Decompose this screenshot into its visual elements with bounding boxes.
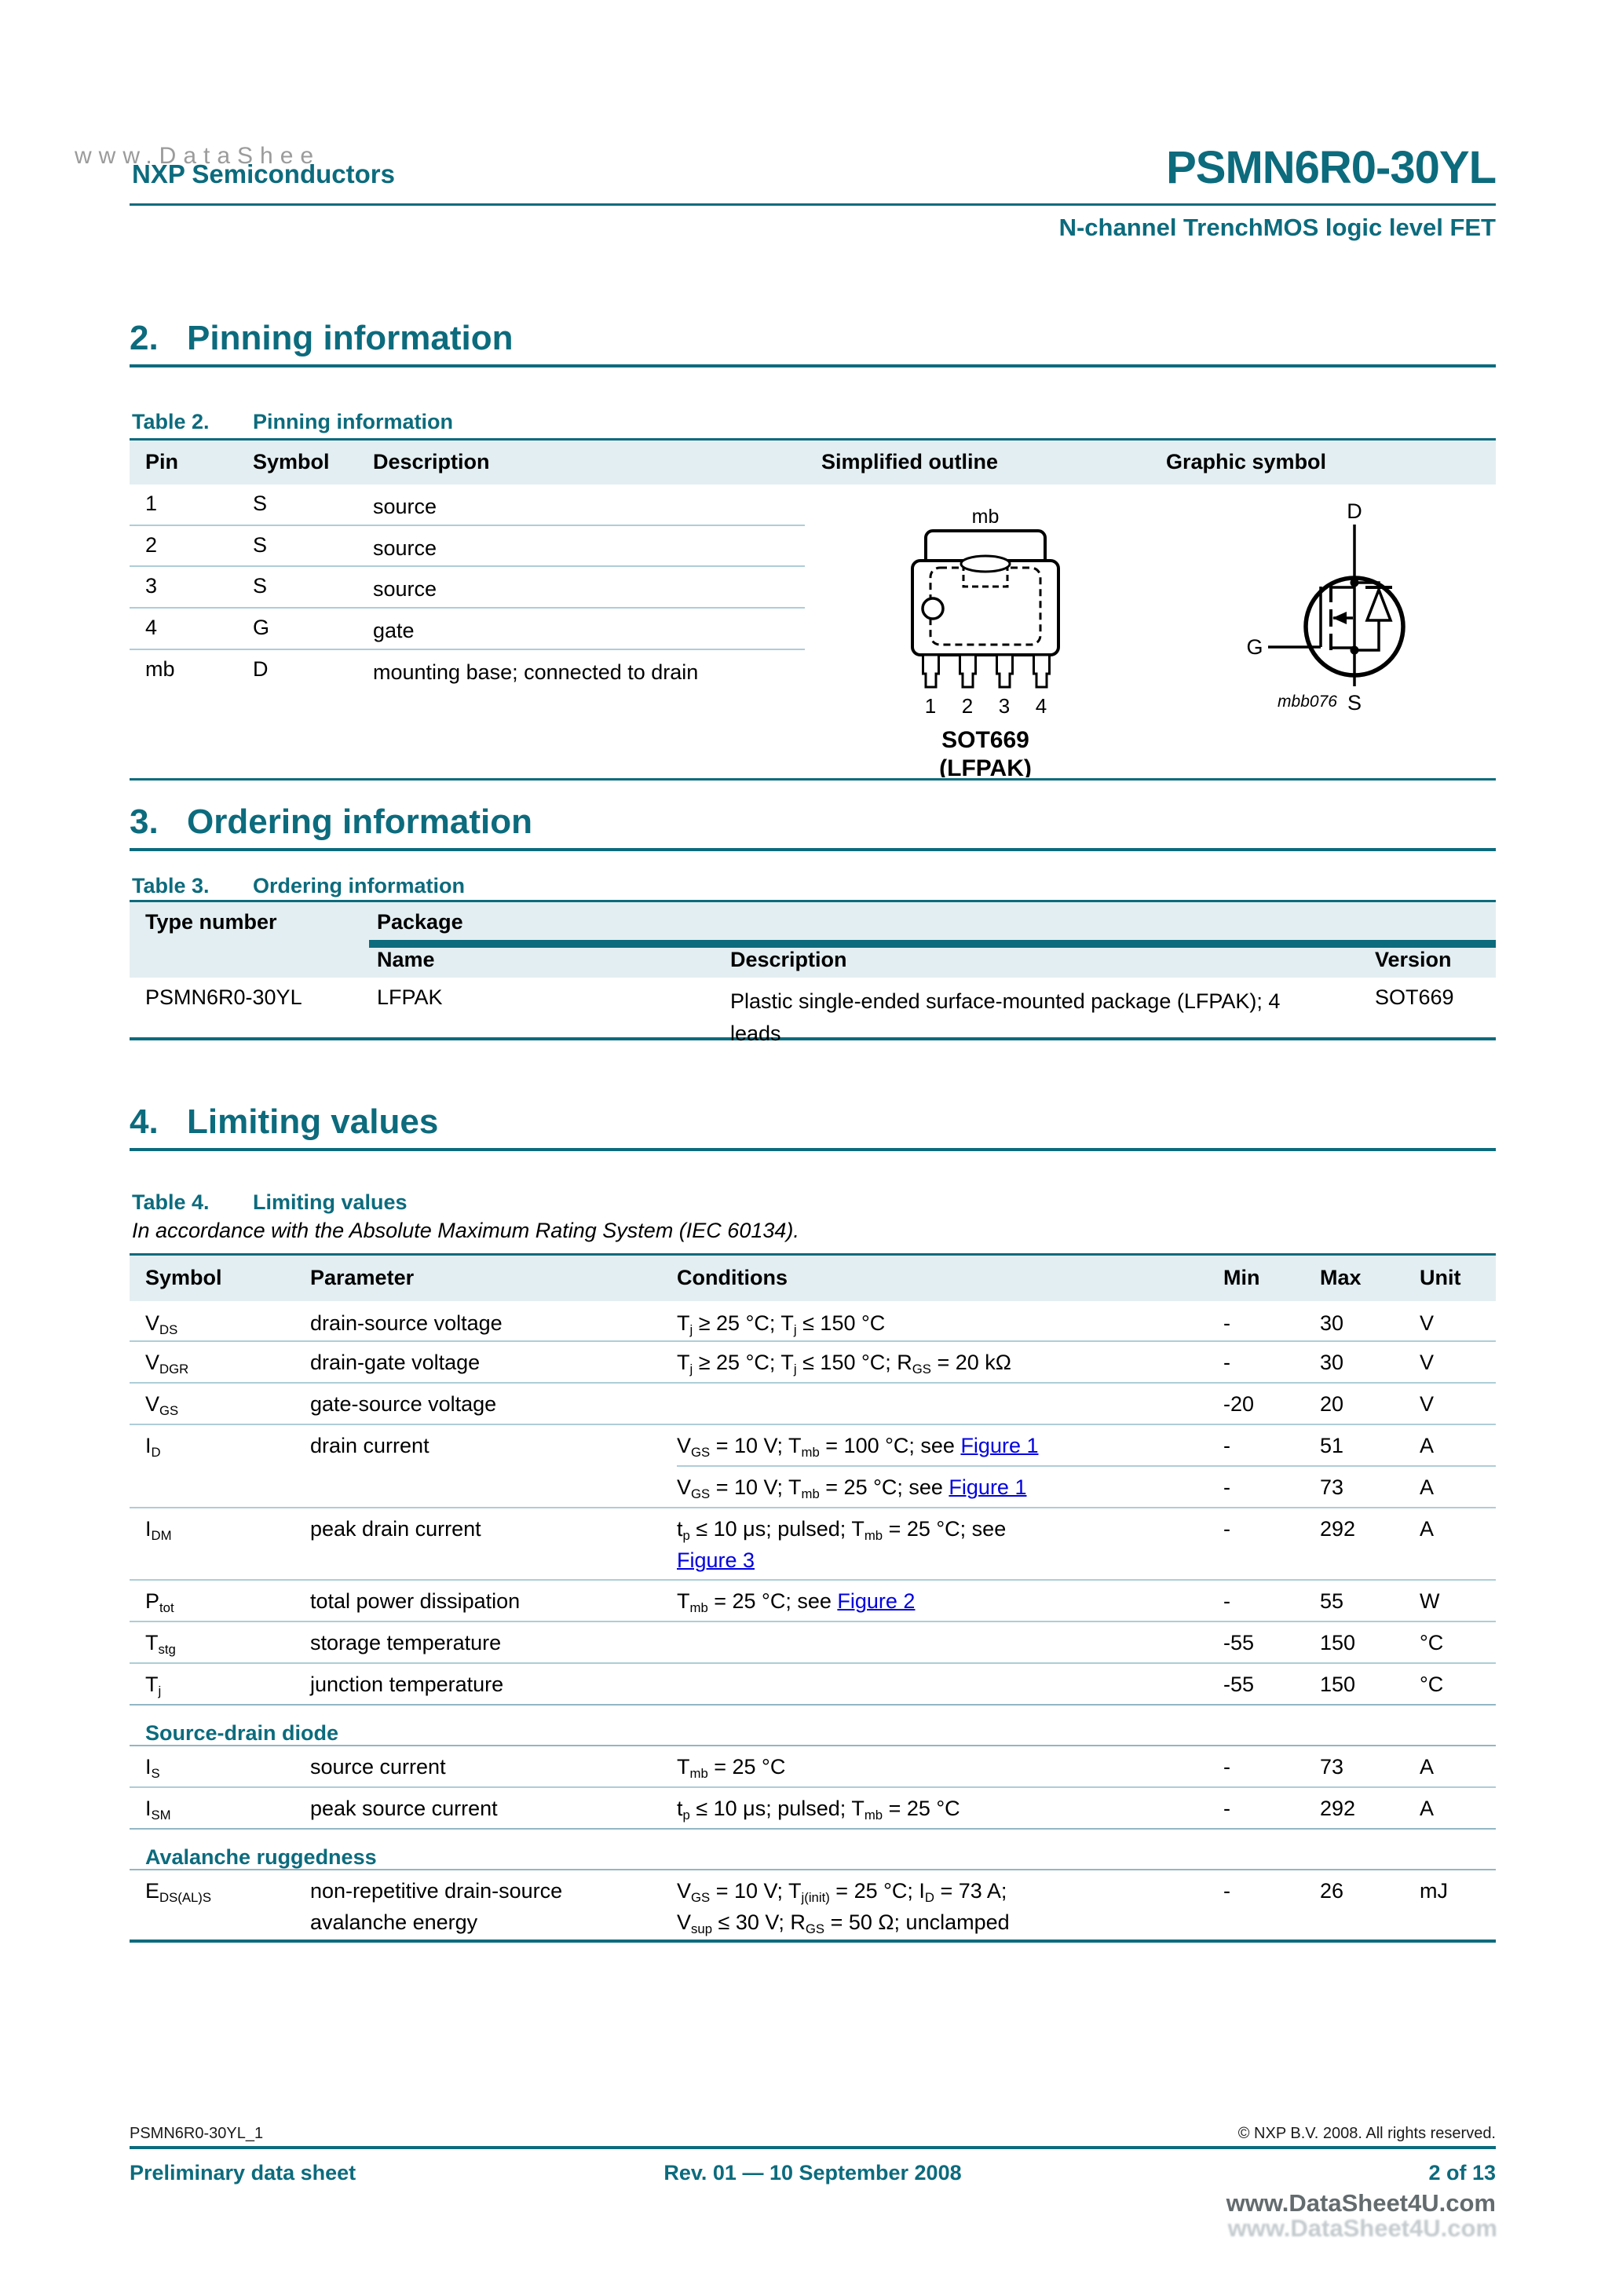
unit-cell: mJ bbox=[1420, 1879, 1448, 1903]
table4-caption bbox=[132, 1190, 408, 1215]
copyright-notice: © NXP B.V. 2008. All rights reserved. bbox=[1237, 2125, 1496, 2142]
parameter-cell: storage temperature bbox=[310, 1631, 502, 1654]
limiting-table-row bbox=[130, 1301, 1496, 1340]
table4-caption-title: Limiting values bbox=[253, 1190, 408, 1214]
min-cell: -55 bbox=[1223, 1631, 1255, 1654]
package-outline-figure bbox=[875, 503, 1095, 781]
max-cell: 150 bbox=[1320, 1631, 1356, 1654]
subscript: j(init) bbox=[801, 1890, 830, 1906]
limiting-table-row bbox=[130, 1869, 1496, 1940]
symbol-cell: Tj bbox=[145, 1673, 162, 1699]
pin-cell: 3 bbox=[145, 574, 158, 598]
unit-cell: A bbox=[1420, 1475, 1435, 1499]
pinning-table-row bbox=[130, 565, 805, 607]
subscript: tot bbox=[159, 1600, 174, 1616]
conditions-cell bbox=[677, 1662, 1223, 1704]
subscript: GS bbox=[912, 1362, 931, 1377]
col-graphic: Graphic symbol bbox=[1166, 450, 1327, 473]
section-heading-limiting bbox=[130, 1102, 438, 1142]
conditions-cell: Tj ≥ 25 °C; Tj ≤ 150 °C bbox=[677, 1311, 886, 1338]
subscript: DS(AL)S bbox=[159, 1890, 212, 1906]
symbol-cell: ID bbox=[145, 1434, 161, 1461]
subscript: mb bbox=[864, 1808, 883, 1823]
conditions-cell bbox=[677, 1382, 1223, 1424]
description-cell: gate bbox=[373, 619, 415, 642]
gate-label: G bbox=[1246, 635, 1263, 659]
parameter-cell: drain-gate voltage bbox=[310, 1351, 481, 1374]
package-alias: (LFPAK) bbox=[939, 755, 1032, 777]
unit-cell: A bbox=[1420, 1797, 1435, 1820]
pinning-table-row bbox=[130, 649, 805, 778]
min-cell: - bbox=[1223, 1351, 1230, 1374]
min-cell: - bbox=[1223, 1589, 1230, 1613]
conditions-cell: Tj ≥ 25 °C; Tj ≤ 150 °C; RGS = 20 kΩ bbox=[677, 1351, 1011, 1377]
section-title: Ordering information bbox=[187, 803, 532, 841]
parameter-cell: junction temperature bbox=[310, 1673, 504, 1696]
col-outline: Simplified outline bbox=[821, 450, 999, 473]
table-bottom-border bbox=[130, 1940, 1496, 1943]
part-number-title: PSMN6R0-30YL bbox=[1166, 142, 1496, 193]
pinning-table-row bbox=[130, 525, 805, 565]
symbol-cell: D bbox=[253, 657, 269, 681]
limiting-table-header bbox=[130, 1256, 1496, 1301]
table-bottom-border bbox=[130, 778, 1496, 781]
table3-caption bbox=[132, 874, 465, 898]
section-heading-ordering bbox=[130, 803, 532, 842]
symbol-cell: IS bbox=[145, 1755, 160, 1782]
header-rule bbox=[130, 203, 1496, 206]
parameter-cell bbox=[310, 1465, 652, 1507]
document-type: Preliminary data sheet bbox=[130, 2161, 356, 2184]
limiting-table-row bbox=[130, 1662, 1496, 1704]
col-min: Min bbox=[1223, 1266, 1260, 1289]
table-section-header bbox=[130, 1828, 1496, 1869]
min-cell: -20 bbox=[1223, 1392, 1255, 1416]
symbol-cell: Ptot bbox=[145, 1589, 174, 1616]
footer-main bbox=[130, 2161, 1496, 2185]
package-description-cell: Plastic single-ended surface-mounted package (LFPAK); 4 leads bbox=[730, 989, 1281, 1045]
pinning-table-row bbox=[130, 607, 805, 649]
min-cell: - bbox=[1223, 1797, 1230, 1820]
table-section-header bbox=[130, 1704, 1496, 1745]
section-header-label: Source-drain diode bbox=[145, 1721, 339, 1745]
conditions-cell: VGS = 10 V; Tj(init) = 25 °C; ID = 73 A; Vsup ≤ 30 V; RGS = 50 Ω; unclamped bbox=[677, 1879, 1010, 1936]
symbol-cell: VDGR bbox=[145, 1351, 189, 1377]
table2-caption-title: Pinning information bbox=[253, 410, 453, 433]
lead-number-4: 4 bbox=[1035, 694, 1047, 718]
pinning-table-row bbox=[130, 484, 805, 525]
lead-3 bbox=[997, 655, 1013, 687]
limiting-table-row bbox=[130, 1340, 1496, 1382]
min-cell: - bbox=[1223, 1434, 1230, 1457]
max-cell: 20 bbox=[1320, 1392, 1344, 1416]
section-title: Limiting values bbox=[187, 1102, 439, 1141]
lead-4 bbox=[1034, 655, 1050, 687]
subscript: p bbox=[682, 1808, 690, 1823]
unit-cell: A bbox=[1420, 1755, 1435, 1779]
limiting-table-row bbox=[130, 1424, 1496, 1465]
subscript: j bbox=[793, 1322, 797, 1338]
limiting-table-row bbox=[130, 1621, 1496, 1662]
col-pin: Pin bbox=[145, 450, 179, 473]
document-subtitle: N-channel TrenchMOS logic level FET bbox=[1058, 214, 1496, 241]
section-title: Pinning information bbox=[187, 319, 514, 357]
subscript: mb bbox=[689, 1766, 708, 1782]
table2-caption bbox=[132, 410, 453, 434]
lead-2 bbox=[960, 655, 976, 687]
footer-meta bbox=[130, 2125, 1496, 2143]
mosfet-symbol-figure bbox=[1233, 496, 1468, 736]
description-cell: source bbox=[373, 577, 437, 601]
unit-cell: A bbox=[1420, 1434, 1435, 1457]
figure-id: mbb076 bbox=[1278, 693, 1337, 711]
parameter-cell: drain-source voltage bbox=[310, 1311, 503, 1335]
min-cell: -55 bbox=[1223, 1673, 1255, 1696]
parameter-cell: peak drain current bbox=[310, 1517, 481, 1541]
ordering-table bbox=[130, 900, 1496, 1045]
lead-number-1: 1 bbox=[924, 694, 937, 718]
unit-cell: °C bbox=[1420, 1673, 1444, 1696]
max-cell: 292 bbox=[1320, 1797, 1356, 1820]
lead-1 bbox=[923, 655, 939, 687]
parameter-cell: source current bbox=[310, 1755, 446, 1779]
document-id: PSMN6R0-30YL_1 bbox=[130, 2125, 264, 2142]
diode-bottom-link bbox=[1354, 620, 1379, 650]
subscript: GS bbox=[691, 1890, 711, 1906]
package-outline-drawing bbox=[875, 503, 1095, 777]
max-cell: 150 bbox=[1320, 1673, 1356, 1696]
col-symbol: Symbol bbox=[145, 1266, 222, 1289]
unit-cell: A bbox=[1420, 1517, 1435, 1541]
ordering-table-row bbox=[130, 978, 1496, 1045]
symbol-cell: EDS(AL)S bbox=[145, 1879, 212, 1906]
pinning-table bbox=[130, 438, 1496, 781]
ordering-table-header bbox=[130, 902, 1496, 978]
description-cell: source bbox=[373, 495, 437, 518]
subscript: GS bbox=[691, 1486, 711, 1502]
conditions-cell: tp ≤ 10 μs; pulsed; Tmb = 25 °C bbox=[677, 1797, 960, 1823]
section-rule bbox=[130, 364, 1496, 367]
subscript: p bbox=[682, 1528, 690, 1544]
pinning-table-body bbox=[130, 484, 1496, 778]
table4-note: In accordance with the Absolute Maximum Rating System (IEC 60134). bbox=[132, 1219, 799, 1242]
max-cell: 73 bbox=[1320, 1475, 1344, 1499]
footer-rule bbox=[130, 2146, 1496, 2149]
symbol-cell: VGS bbox=[145, 1392, 179, 1419]
col-parameter: Parameter bbox=[310, 1266, 415, 1289]
parameter-cell: total power dissipation bbox=[310, 1589, 521, 1613]
unit-cell: °C bbox=[1420, 1631, 1444, 1654]
table2-caption-label: Table 2. bbox=[132, 410, 210, 433]
subscript: DGR bbox=[159, 1362, 189, 1377]
subscript: mb bbox=[801, 1445, 820, 1461]
pin-cell: mb bbox=[145, 657, 175, 681]
limiting-table-body bbox=[130, 1301, 1496, 1940]
col-type-number: Type number bbox=[145, 910, 277, 934]
package-name: SOT669 bbox=[941, 727, 1029, 753]
revision-info: Rev. 01 — 10 September 2008 bbox=[663, 2161, 962, 2184]
max-cell: 55 bbox=[1320, 1589, 1344, 1613]
limiting-table-row bbox=[130, 1507, 1496, 1579]
mosfet-symbol-drawing bbox=[1233, 496, 1468, 732]
subscript: mb bbox=[801, 1486, 820, 1502]
subscript: DM bbox=[151, 1528, 172, 1544]
package-name-cell: LFPAK bbox=[377, 985, 443, 1009]
subscript: j bbox=[689, 1322, 693, 1338]
watermark-bottom: www.DataSheet4U.com bbox=[1226, 2189, 1496, 2217]
col-conditions: Conditions bbox=[677, 1266, 788, 1289]
version-cell: SOT669 bbox=[1375, 985, 1454, 1009]
min-cell: - bbox=[1223, 1517, 1230, 1541]
section-rule bbox=[130, 1148, 1496, 1151]
pinning-table-header bbox=[130, 441, 1496, 484]
parameter-cell: drain current bbox=[310, 1434, 430, 1457]
description-cell: source bbox=[373, 536, 437, 560]
parameter-cell: peak source current bbox=[310, 1797, 498, 1820]
limiting-table-row bbox=[130, 1382, 1496, 1424]
limiting-table-row bbox=[130, 1465, 1496, 1507]
col-version: Version bbox=[1375, 948, 1452, 971]
limiting-values-table bbox=[130, 1253, 1496, 1943]
symbol-cell: Tstg bbox=[145, 1631, 176, 1658]
conditions-cell: tp ≤ 10 μs; pulsed; Tmb = 25 °C; see Figure 3 bbox=[677, 1517, 1007, 1572]
watermark-bottom-echo: www.DataSheet4U.com bbox=[1227, 2214, 1497, 2242]
unit-cell: W bbox=[1420, 1589, 1440, 1613]
col-description: Description bbox=[373, 450, 490, 473]
figure-link[interactable]: Figure 1 bbox=[949, 1475, 1027, 1499]
unit-cell: V bbox=[1420, 1311, 1435, 1335]
figure-link[interactable]: Figure 2 bbox=[837, 1589, 916, 1613]
source-label: S bbox=[1347, 691, 1362, 715]
page-number: 2 of 13 bbox=[1428, 2161, 1496, 2184]
subscript: j bbox=[158, 1684, 162, 1699]
min-cell: - bbox=[1223, 1475, 1230, 1499]
subscript: SM bbox=[151, 1808, 171, 1823]
mb-label: mb bbox=[971, 506, 1000, 528]
min-cell: - bbox=[1223, 1755, 1230, 1779]
subscript: S bbox=[151, 1766, 160, 1782]
conditions-cell: Tmb = 25 °C; see Figure 2 bbox=[677, 1589, 916, 1616]
vendor-name: NXP Semiconductors bbox=[132, 159, 395, 188]
symbol-cell: VDS bbox=[145, 1311, 178, 1338]
subscript: mb bbox=[689, 1600, 708, 1616]
diode-triangle bbox=[1367, 590, 1391, 620]
figure-link[interactable]: Figure 1 bbox=[960, 1434, 1039, 1457]
tab-bump bbox=[961, 556, 1010, 572]
figure-link[interactable]: Figure 3 bbox=[677, 1548, 755, 1572]
limiting-table-row bbox=[130, 1786, 1496, 1828]
table3-caption-title: Ordering information bbox=[253, 874, 465, 898]
subscript: mb bbox=[864, 1528, 883, 1544]
unit-cell: V bbox=[1420, 1351, 1435, 1374]
subscript: GS bbox=[691, 1445, 711, 1461]
max-cell: 51 bbox=[1320, 1434, 1344, 1457]
lead-number-3: 3 bbox=[998, 694, 1011, 718]
drain-label: D bbox=[1347, 499, 1362, 523]
subscript: j bbox=[689, 1362, 693, 1377]
symbol-cell: ISM bbox=[145, 1797, 171, 1823]
table3-caption-label: Table 3. bbox=[132, 874, 210, 898]
section-number: 3. bbox=[130, 803, 159, 841]
subscript: j bbox=[793, 1362, 797, 1377]
pin-cell: 1 bbox=[145, 492, 158, 515]
package-header-rule bbox=[369, 940, 1496, 948]
lead-number-2: 2 bbox=[961, 694, 974, 718]
min-cell: - bbox=[1223, 1879, 1230, 1903]
table4-caption-label: Table 4. bbox=[132, 1190, 210, 1214]
symbol-cell: IDM bbox=[145, 1517, 172, 1544]
limiting-table-row bbox=[130, 1745, 1496, 1786]
body-arrow bbox=[1332, 612, 1347, 624]
conditions-cell: VGS = 10 V; Tmb = 25 °C; see Figure 1 bbox=[677, 1475, 1027, 1502]
symbol-cell: S bbox=[253, 492, 268, 515]
pin1-marker bbox=[923, 598, 943, 619]
symbol-cell bbox=[145, 1465, 310, 1507]
parameter-cell: gate-source voltage bbox=[310, 1392, 497, 1416]
max-cell: 30 bbox=[1320, 1311, 1344, 1335]
type-number-cell: PSMN6R0-30YL bbox=[145, 985, 302, 1009]
section-number: 2. bbox=[130, 319, 159, 357]
subscript: DS bbox=[159, 1322, 178, 1338]
unit-cell: V bbox=[1420, 1392, 1435, 1416]
symbol-cell: S bbox=[253, 533, 268, 557]
parameter-cell: non-repetitive drain-source avalanche energy bbox=[310, 1879, 563, 1934]
max-cell: 292 bbox=[1320, 1517, 1356, 1541]
symbol-cell: S bbox=[253, 574, 268, 598]
min-cell: - bbox=[1223, 1311, 1230, 1335]
col-unit: Unit bbox=[1420, 1266, 1461, 1289]
subscript: stg bbox=[158, 1642, 176, 1658]
conditions-cell: Tmb = 25 °C bbox=[677, 1755, 786, 1782]
subscript: D bbox=[151, 1445, 161, 1461]
section-rule bbox=[130, 848, 1496, 851]
section-heading-pinning bbox=[130, 319, 514, 358]
col-name: Name bbox=[377, 948, 435, 971]
max-cell: 73 bbox=[1320, 1755, 1344, 1779]
subscript: sup bbox=[691, 1921, 712, 1936]
pin-cell: 4 bbox=[145, 616, 158, 639]
description-cell: mounting base; connected to drain bbox=[373, 660, 699, 684]
limiting-table-row bbox=[130, 1579, 1496, 1621]
subscript: D bbox=[924, 1890, 934, 1906]
max-cell: 30 bbox=[1320, 1351, 1344, 1374]
col-description: Description bbox=[730, 948, 847, 971]
conditions-cell: VGS = 10 V; Tmb = 100 °C; see Figure 1 bbox=[677, 1434, 1039, 1461]
conditions-cell bbox=[677, 1621, 1223, 1662]
subscript: GS bbox=[805, 1921, 825, 1936]
watermark-top: www.DataShee bbox=[75, 143, 321, 169]
col-symbol: Symbol bbox=[253, 450, 330, 473]
subscript: GS bbox=[159, 1403, 179, 1419]
pin-cell: 2 bbox=[145, 533, 158, 557]
col-package: Package bbox=[377, 910, 463, 934]
section-number: 4. bbox=[130, 1102, 159, 1141]
max-cell: 26 bbox=[1320, 1879, 1344, 1903]
symbol-cell: G bbox=[253, 616, 270, 639]
section-header-label: Avalanche ruggedness bbox=[145, 1845, 377, 1869]
col-max: Max bbox=[1320, 1266, 1362, 1289]
